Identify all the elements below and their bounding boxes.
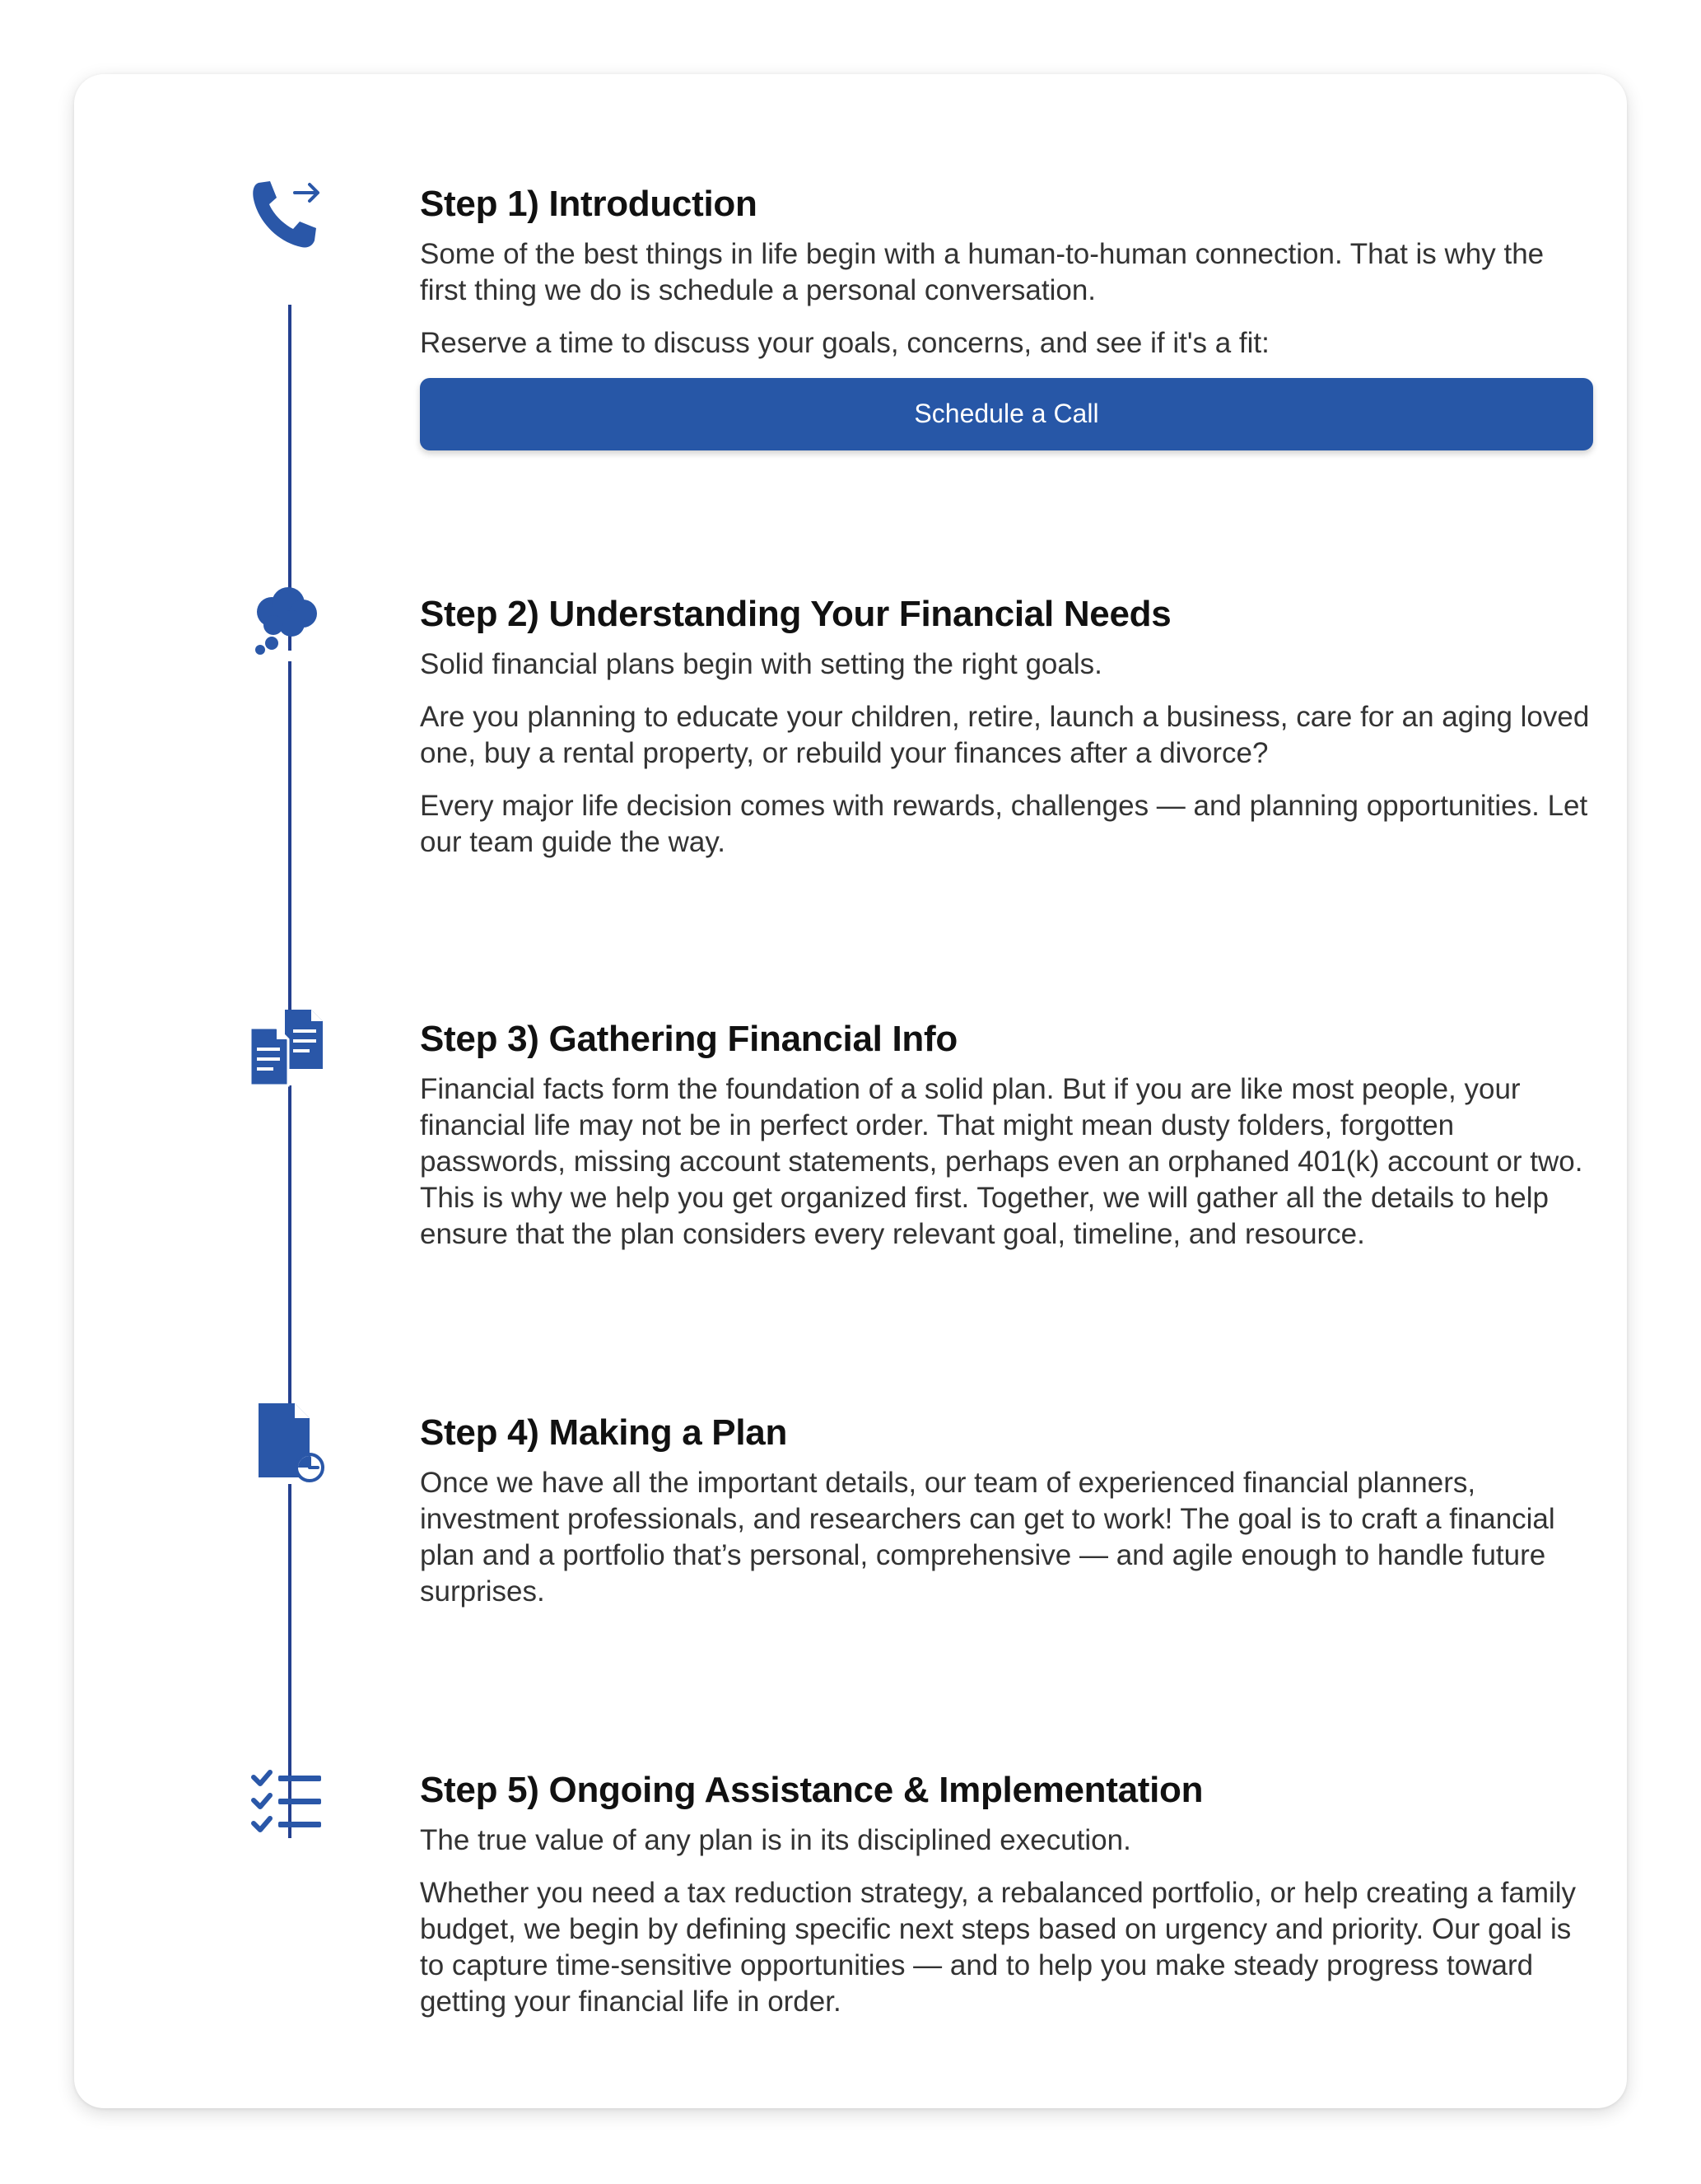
step-4 <box>420 1412 1593 1626</box>
step-text: Once we have all the important details, our team of experienced financial planners, investment professionals, and researchers can get to work! The goal is to craft a financial plan and a portfolio that’s personal, comprehensive — and agile enough to handle future surprises. <box>420 1466 1555 1608</box>
step-text: Financial facts form the foundation of a solid plan. But if you are like most people, your financial life may not be in perfect order. That might mean dusty folders, forgotten passwords, missing account statements, perhaps even an orphaned 401(k) account or two. This is why we help you get organized first. Together, we will gather all the details to help ensure that the plan considers every relevant goal, timeline, and resource. <box>420 1072 1583 1250</box>
step-5 <box>420 1769 1593 2037</box>
step-text: Solid financial plans begin with setting the right goals. <box>420 647 1102 680</box>
step-text: Some of the best things in life begin with a human-to-human connection. That is why the first thing we do is schedule a personal conversation. <box>420 237 1545 306</box>
checklist-icon <box>245 1762 328 1845</box>
step-3 <box>420 1018 1593 1269</box>
step-title: Step 2) Understanding Your Financial Needs <box>420 594 1172 634</box>
document-clock-icon <box>245 1400 328 1482</box>
process-card <box>74 74 1627 2108</box>
step-text: Reserve a time to discuss your goals, concerns, and see if it's a fit: <box>420 326 1270 359</box>
timeline-connector <box>288 661 291 1055</box>
thought-cloud-icon <box>245 581 328 663</box>
step-title: Step 4) Making a Plan <box>420 1412 788 1453</box>
step-title: Step 5) Ongoing Assistance & Implementation <box>420 1770 1204 1810</box>
step-1 <box>420 183 1593 450</box>
documents-icon <box>245 1005 328 1087</box>
step-text: Every major life decision comes with rewards, challenges — and planning opportunities. Let our team guide the way. <box>420 789 1588 858</box>
phone-outgoing-icon <box>245 173 328 255</box>
step-2 <box>420 593 1593 877</box>
step-text: The true value of any plan is in its disciplined execution. <box>420 1823 1131 1856</box>
schedule-call-button[interactable]: Schedule a Call <box>420 378 1593 450</box>
step-title: Step 1) Introduction <box>420 184 757 224</box>
step-text: Are you planning to educate your children, retire, launch a business, care for an aging loved one, buy a rental property, or rebuild your finances after a divorce? <box>420 700 1590 769</box>
step-title: Step 3) Gathering Financial Info <box>420 1019 958 1059</box>
step-text: Whether you need a tax reduction strategy, a rebalanced portfolio, or help creating a family budget, we begin by defining specific next steps based on urgency and priority. Our goal is to capture time-sensitive opportunities — and to help you make steady progress toward getting your financial life in order. <box>420 1876 1577 2018</box>
